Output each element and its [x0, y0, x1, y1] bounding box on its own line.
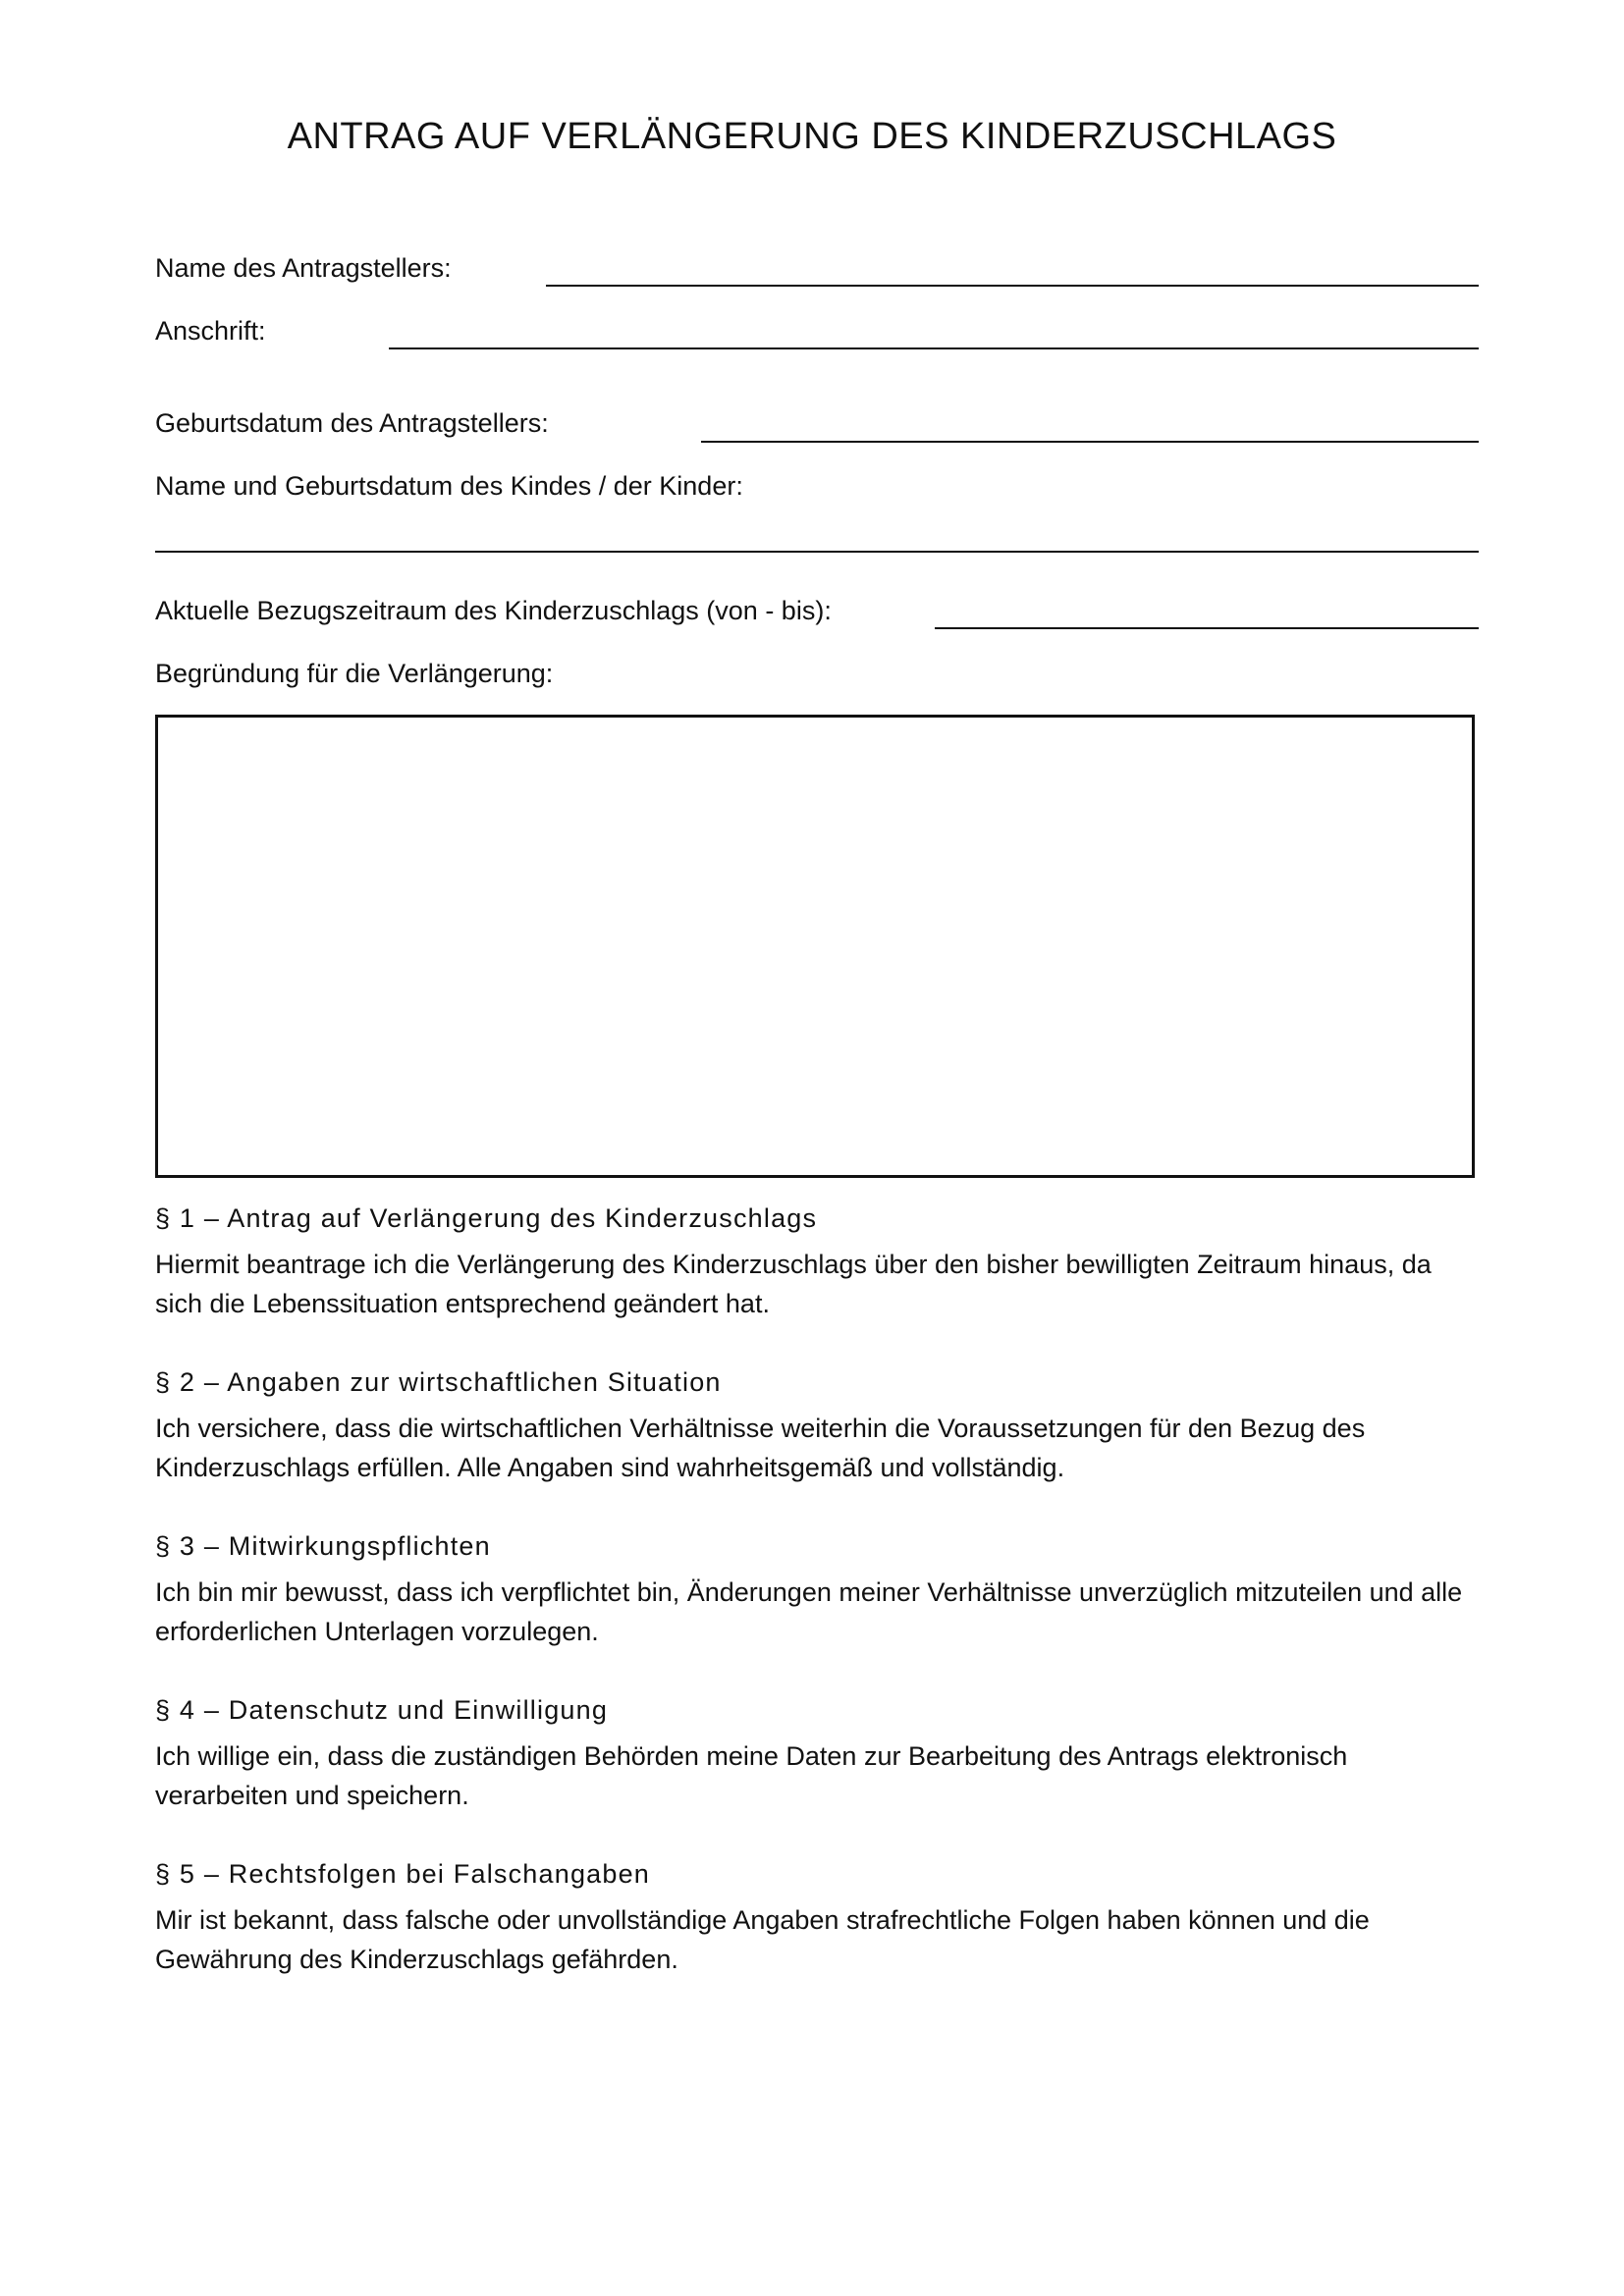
section-5-heading: § 5 – Rechtsfolgen bei Falschangaben — [155, 1859, 651, 1889]
address-field[interactable] — [389, 347, 1479, 349]
section-2-heading: § 2 – Angaben zur wirtschaftlichen Situation — [155, 1367, 722, 1397]
benefit-period-label: Aktuelle Bezugszeitraum des Kinderzuschlags (von - bis): — [155, 596, 832, 625]
section-4-heading: § 4 – Datenschutz und Einwilligung — [155, 1695, 609, 1725]
children-field[interactable] — [155, 551, 1479, 553]
section-1-body: Hiermit beantrage ich die Verlängerung des Kinderzuschlags über den bisher bewilligten Zeitraum hinaus, da sich die Lebenssituation entsprechend geändert hat. — [155, 1250, 1432, 1318]
children-label: Name und Geburtsdatum des Kindes / der Kinder: — [155, 471, 743, 501]
applicant-name-label: Name des Antragstellers: — [155, 253, 452, 283]
applicant-birthdate-field[interactable] — [701, 441, 1479, 443]
reason-label: Begründung für die Verlängerung: — [155, 659, 554, 688]
applicant-birthdate-label: Geburtsdatum des Antragstellers: — [155, 408, 549, 438]
section-5-body: Mir ist bekannt, dass falsche oder unvollständige Angaben strafrechtliche Folgen haben können und die Gewährung des Kinderzuschlags gefährden. — [155, 1905, 1370, 1974]
section-3-heading: § 3 – Mitwirkungspflichten — [155, 1531, 491, 1561]
benefit-period-field[interactable] — [935, 627, 1479, 629]
form-title: ANTRAG AUF VERLÄNGERUNG DES KINDERZUSCHLAGS — [287, 116, 1337, 157]
section-4-body: Ich willige ein, dass die zuständigen Behörden meine Daten zur Bearbeitung des Antrags elektronisch verarbeiten und speichern. — [155, 1741, 1348, 1810]
reason-textbox[interactable] — [155, 715, 1475, 1178]
section-3-body: Ich bin mir bewusst, dass ich verpflichtet bin, Änderungen meiner Verhältnisse unverzüglich mitzuteilen und alle erforderlichen Unterlagen vorzulegen. — [155, 1577, 1463, 1646]
applicant-name-field[interactable] — [546, 285, 1479, 287]
section-1-heading: § 1 – Antrag auf Verlängerung des Kinderzuschlags — [155, 1203, 818, 1233]
address-label: Anschrift: — [155, 316, 266, 346]
section-2-body: Ich versichere, dass die wirtschaftlichen Verhältnisse weiterhin die Voraussetzungen für den Bezug des Kinderzuschlags erfüllen. Alle Angaben sind wahrheitsgemäß und vollständig. — [155, 1414, 1366, 1482]
